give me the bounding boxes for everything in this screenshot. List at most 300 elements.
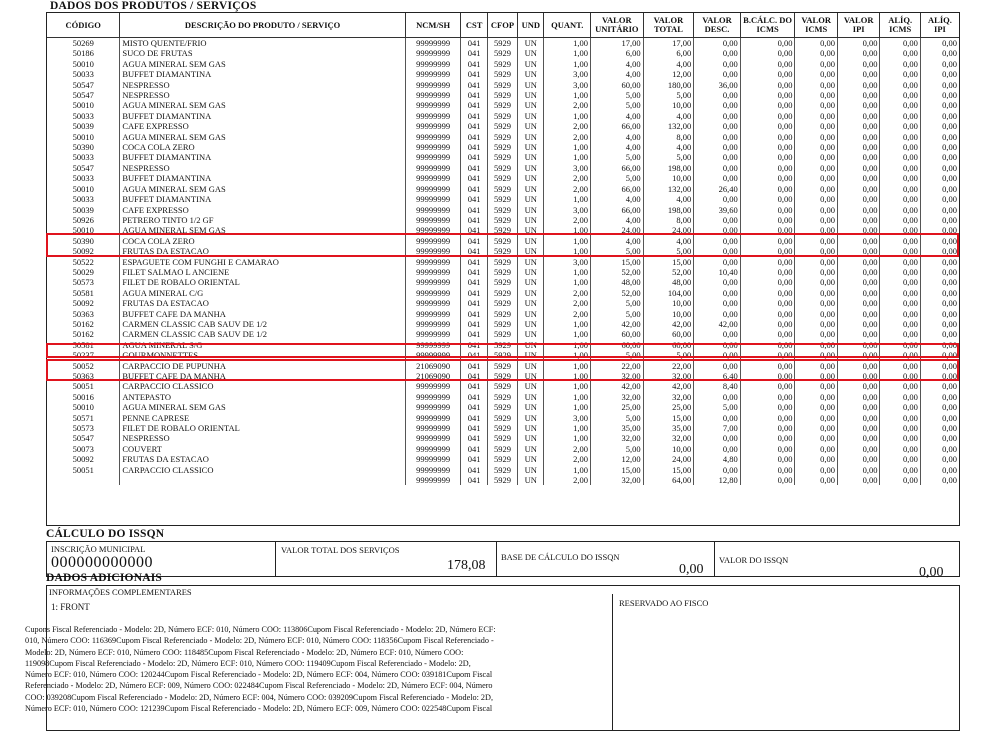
cell-valor-total: 12,00 bbox=[643, 69, 694, 79]
cell-cst: 041 bbox=[461, 152, 487, 162]
cell-quant: 1,00 bbox=[544, 90, 591, 100]
cell-descricao: NESPRESSO bbox=[120, 433, 405, 443]
cell-cst: 041 bbox=[461, 454, 487, 464]
cell-und: UN bbox=[518, 48, 544, 58]
cell-codigo bbox=[47, 475, 120, 485]
cell-valor-desc: 0,00 bbox=[694, 246, 741, 256]
cell-descricao: AGUA MINERAL SEM GAS bbox=[120, 132, 405, 142]
cell-descricao: AGUA MINERAL SEM GAS bbox=[120, 59, 405, 69]
cell-valor-unitario: 32,00 bbox=[591, 433, 644, 443]
cell-bc-icms: 0,00 bbox=[740, 194, 795, 204]
cell-aliq-icms: 0,00 bbox=[880, 225, 920, 235]
cell-aliq-ipi: 0,00 bbox=[920, 38, 959, 49]
cell-cfop: 5929 bbox=[487, 246, 517, 256]
cell-descricao: CAFE EXPRESSO bbox=[120, 121, 405, 131]
cell-descricao: SUCO DE FRUTAS bbox=[120, 48, 405, 58]
cell-cfop: 5929 bbox=[487, 423, 517, 433]
cell-aliq-icms: 0,00 bbox=[880, 90, 920, 100]
cell-valor-ipi: 0,00 bbox=[837, 350, 880, 360]
cell-descricao: FILET SALMAO L ANCIENE bbox=[120, 267, 405, 277]
cell-cfop: 5929 bbox=[487, 433, 517, 443]
cell-aliq-ipi: 0,00 bbox=[920, 215, 959, 225]
cell-quant: 2,00 bbox=[544, 444, 591, 454]
cell-cst: 041 bbox=[461, 413, 487, 423]
cell-valor-total: 198,00 bbox=[643, 163, 694, 173]
cell-valor-total: 32,00 bbox=[643, 392, 694, 402]
cell-cfop: 5929 bbox=[487, 111, 517, 121]
cell-valor-total: 24,00 bbox=[643, 454, 694, 464]
cell-cst: 041 bbox=[461, 184, 487, 194]
cell-valor-icms: 0,00 bbox=[795, 225, 838, 235]
cell-descricao: GOURMONNETTES bbox=[120, 350, 405, 360]
cell-descricao: CARMEN CLASSIC CAB SAUV DE 1/2 bbox=[120, 329, 405, 339]
cell-und: UN bbox=[518, 371, 544, 381]
cell-ncm: 99999999 bbox=[405, 163, 461, 173]
cell-valor-unitario: 22,00 bbox=[591, 361, 644, 371]
cell-bc-icms: 0,00 bbox=[740, 350, 795, 360]
table-row bbox=[47, 319, 959, 329]
cell-quant: 1,00 bbox=[544, 319, 591, 329]
cell-valor-icms: 0,00 bbox=[795, 392, 838, 402]
cell-quant: 2,00 bbox=[544, 215, 591, 225]
cell-aliq-icms: 0,00 bbox=[880, 319, 920, 329]
cell-und: UN bbox=[518, 205, 544, 215]
cell-codigo: 50073 bbox=[72, 443, 94, 454]
cell-cfop: 5929 bbox=[487, 267, 517, 277]
products-table bbox=[47, 13, 959, 485]
cell-valor-desc: 0,00 bbox=[694, 277, 741, 287]
table-row bbox=[47, 236, 959, 246]
cell-valor-ipi: 0,00 bbox=[837, 329, 880, 339]
cell-valor-desc: 10,40 bbox=[694, 267, 741, 277]
cell-valor-icms: 0,00 bbox=[795, 475, 838, 485]
cell-quant: 2,00 bbox=[544, 298, 591, 308]
cell-cfop: 5929 bbox=[487, 205, 517, 215]
adicionais-divider bbox=[612, 594, 613, 730]
info-line: Número ECF: 010, Número COO: 120244Cupom Fiscal Referenciado - Modelo: 2D, Número ECF: 004, Número COO: 039181Cupom Fiscal bbox=[25, 670, 493, 680]
cell-quant: 2,00 bbox=[544, 173, 591, 183]
cell-quant: 1,00 bbox=[544, 381, 591, 391]
cell-descricao: CARPACCIO CLASSICO bbox=[120, 465, 405, 475]
cell-valor-total: 22,00 bbox=[643, 361, 694, 371]
cell-bc-icms: 0,00 bbox=[740, 121, 795, 131]
cell-und: UN bbox=[518, 80, 544, 90]
cell-descricao: FRUTAS DA ESTACAO bbox=[120, 298, 405, 308]
cell-valor-desc: 5,00 bbox=[694, 402, 741, 412]
cell-descricao: COCA COLA ZERO bbox=[120, 236, 405, 246]
table-row bbox=[47, 475, 959, 485]
cell-cfop: 5929 bbox=[487, 444, 517, 454]
cell-valor-ipi: 0,00 bbox=[837, 433, 880, 443]
cell-cfop: 5929 bbox=[487, 329, 517, 339]
cell-valor-icms: 0,00 bbox=[795, 298, 838, 308]
cell-valor-ipi: 0,00 bbox=[837, 100, 880, 110]
cell-valor-ipi: 0,00 bbox=[837, 454, 880, 464]
cell-bc-icms: 0,00 bbox=[740, 215, 795, 225]
cell-valor-icms: 0,00 bbox=[795, 309, 838, 319]
cell-quant: 1,00 bbox=[544, 194, 591, 204]
cell-valor-total: 4,00 bbox=[643, 194, 694, 204]
cell-codigo: 50269 bbox=[72, 38, 94, 48]
col-header-valor-total: VALOR TOTAL bbox=[643, 13, 694, 38]
cell-bc-icms: 0,00 bbox=[740, 225, 795, 235]
cell-aliq-icms: 0,00 bbox=[880, 38, 920, 49]
col-header-und: UND bbox=[518, 13, 544, 38]
cell-valor-desc: 0,00 bbox=[694, 392, 741, 402]
cell-aliq-ipi: 0,00 bbox=[920, 48, 959, 58]
cell-ncm: 99999999 bbox=[405, 413, 461, 423]
cell-ncm: 99999999 bbox=[405, 288, 461, 298]
cell-bc-icms: 0,00 bbox=[740, 381, 795, 391]
cell-descricao: BUFFET DIAMANTINA bbox=[120, 173, 405, 183]
cell-descricao: BUFFET CAFE DA MANHA bbox=[120, 371, 405, 381]
cell-aliq-icms: 0,00 bbox=[880, 329, 920, 339]
cell-valor-desc: 42,00 bbox=[694, 319, 741, 329]
cell-codigo: 50016 bbox=[72, 391, 94, 402]
cell-aliq-icms: 0,00 bbox=[880, 413, 920, 423]
base-calculo-value: 0,00 bbox=[679, 562, 704, 577]
col-header-aliq-icms: ALÍQ. ICMS bbox=[880, 13, 920, 38]
cell-codigo: 50039 bbox=[72, 204, 94, 215]
table-row bbox=[47, 215, 959, 225]
cell-valor-desc: 0,00 bbox=[694, 236, 741, 246]
cell-cfop: 5929 bbox=[487, 350, 517, 360]
cell-valor-total: 4,00 bbox=[643, 142, 694, 152]
cell-bc-icms: 0,00 bbox=[740, 236, 795, 246]
cell-descricao: BUFFET DIAMANTINA bbox=[120, 69, 405, 79]
cell-valor-icms: 0,00 bbox=[795, 329, 838, 339]
table-row bbox=[47, 288, 959, 298]
cell-aliq-ipi: 0,00 bbox=[920, 350, 959, 360]
cell-valor-ipi: 0,00 bbox=[837, 194, 880, 204]
cell-und: UN bbox=[518, 444, 544, 454]
cell-aliq-icms: 0,00 bbox=[880, 111, 920, 121]
cell-und: UN bbox=[518, 288, 544, 298]
cell-valor-unitario: 5,00 bbox=[591, 298, 644, 308]
cell-valor-icms: 0,00 bbox=[795, 121, 838, 131]
cell-quant: 2,00 bbox=[544, 309, 591, 319]
cell-valor-ipi: 0,00 bbox=[837, 121, 880, 131]
cell-valor-ipi: 0,00 bbox=[837, 319, 880, 329]
cell-und: UN bbox=[518, 465, 544, 475]
cell-valor-total: 8,00 bbox=[643, 132, 694, 142]
cell-valor-total: 5,00 bbox=[643, 246, 694, 256]
table-row bbox=[47, 121, 959, 131]
cell-aliq-ipi: 0,00 bbox=[920, 454, 959, 464]
cell-valor-total: 10,00 bbox=[643, 173, 694, 183]
cell-valor-ipi: 0,00 bbox=[837, 184, 880, 194]
cell-codigo: 50237 bbox=[72, 350, 94, 361]
cell-valor-unitario: 32,00 bbox=[591, 371, 644, 381]
cell-aliq-ipi: 0,00 bbox=[920, 402, 959, 412]
cell-descricao: CARMEN CLASSIC CAB SAUV DE 1/2 bbox=[120, 319, 405, 329]
cell-aliq-ipi: 0,00 bbox=[920, 413, 959, 423]
cell-cfop: 5929 bbox=[487, 277, 517, 287]
cell-aliq-icms: 0,00 bbox=[880, 444, 920, 454]
cell-ncm: 99999999 bbox=[405, 277, 461, 287]
cell-bc-icms: 0,00 bbox=[740, 173, 795, 183]
products-table-frame bbox=[46, 12, 960, 526]
info-complementares-label: INFORMAÇÕES COMPLEMENTARES bbox=[49, 587, 192, 597]
cell-valor-total: 8,00 bbox=[643, 215, 694, 225]
cell-cfop: 5929 bbox=[487, 80, 517, 90]
cell-codigo: 50033 bbox=[72, 69, 94, 80]
cell-descricao: NESPRESSO bbox=[120, 163, 405, 173]
cell-valor-unitario: 4,00 bbox=[591, 194, 644, 204]
cell-aliq-icms: 0,00 bbox=[880, 454, 920, 464]
cell-cst: 041 bbox=[461, 444, 487, 454]
cell-valor-ipi: 0,00 bbox=[837, 309, 880, 319]
cell-codigo: 50581 bbox=[72, 287, 94, 298]
cell-bc-icms: 0,00 bbox=[740, 444, 795, 454]
cell-descricao: NESPRESSO bbox=[120, 90, 405, 100]
cell-aliq-ipi: 0,00 bbox=[920, 465, 959, 475]
cell-cfop: 5929 bbox=[487, 152, 517, 162]
cell-valor-total: 17,00 bbox=[643, 38, 694, 49]
cell-descricao: NESPRESSO bbox=[120, 80, 405, 90]
cell-und: UN bbox=[518, 350, 544, 360]
cell-valor-total: 5,00 bbox=[643, 350, 694, 360]
cell-ncm: 99999999 bbox=[405, 152, 461, 162]
cell-bc-icms: 0,00 bbox=[740, 402, 795, 412]
cell-bc-icms: 0,00 bbox=[740, 475, 795, 485]
cell-und: UN bbox=[518, 90, 544, 100]
cell-und: UN bbox=[518, 402, 544, 412]
cell-aliq-icms: 0,00 bbox=[880, 48, 920, 58]
cell-cst: 041 bbox=[461, 69, 487, 79]
cell-ncm: 99999999 bbox=[405, 100, 461, 110]
cell-codigo: 50010 bbox=[72, 100, 94, 111]
products-body bbox=[47, 38, 959, 486]
cell-cst: 041 bbox=[461, 288, 487, 298]
cell-valor-desc: 0,00 bbox=[694, 111, 741, 121]
cell-descricao: PENNE CAPRESE bbox=[120, 413, 405, 423]
cell-valor-unitario: 5,00 bbox=[591, 246, 644, 256]
table-row bbox=[47, 433, 959, 443]
cell-cst: 041 bbox=[461, 142, 487, 152]
cell-aliq-icms: 0,00 bbox=[880, 152, 920, 162]
cell-und: UN bbox=[518, 246, 544, 256]
cell-valor-total: 32,00 bbox=[643, 371, 694, 381]
cell-ncm: 99999999 bbox=[405, 402, 461, 412]
cell-valor-icms: 0,00 bbox=[795, 69, 838, 79]
cell-cfop: 5929 bbox=[487, 381, 517, 391]
cell-descricao: FRUTAS DA ESTACAO bbox=[120, 454, 405, 464]
cell-valor-ipi: 0,00 bbox=[837, 38, 880, 49]
table-row bbox=[47, 152, 959, 162]
inscricao-value: 000000000000 bbox=[51, 554, 153, 571]
cell-ncm: 99999999 bbox=[405, 236, 461, 246]
table-row bbox=[47, 142, 959, 152]
table-row bbox=[47, 173, 959, 183]
cell-aliq-ipi: 0,00 bbox=[920, 329, 959, 339]
cell-cst: 041 bbox=[461, 132, 487, 142]
cell-aliq-ipi: 0,00 bbox=[920, 225, 959, 235]
cell-cfop: 5929 bbox=[487, 309, 517, 319]
cell-valor-ipi: 0,00 bbox=[837, 257, 880, 267]
cell-valor-icms: 0,00 bbox=[795, 142, 838, 152]
cell-valor-total: 104,00 bbox=[643, 288, 694, 298]
cell-valor-ipi: 0,00 bbox=[837, 267, 880, 277]
cell-valor-unitario: 60,00 bbox=[591, 80, 644, 90]
cell-valor-total: 4,00 bbox=[643, 111, 694, 121]
info-line: Cupons Fiscal Referenciado - Modelo: 2D, Número ECF: 010, Número COO: 113806Cupom Fiscal Referenciado - Modelo: 2D, Número ECF: bbox=[25, 625, 496, 634]
cell-bc-icms: 0,00 bbox=[740, 246, 795, 256]
table-row bbox=[47, 90, 959, 100]
cell-valor-total: 10,00 bbox=[643, 444, 694, 454]
cell-cst: 041 bbox=[461, 205, 487, 215]
cell-valor-unitario: 15,00 bbox=[591, 257, 644, 267]
cell-cfop: 5929 bbox=[487, 100, 517, 110]
cell-cfop: 5929 bbox=[487, 402, 517, 412]
cell-aliq-ipi: 0,00 bbox=[920, 277, 959, 287]
col-header-valor-ipi: VALOR IPI bbox=[837, 13, 880, 38]
cell-valor-icms: 0,00 bbox=[795, 111, 838, 121]
cell-und: UN bbox=[518, 132, 544, 142]
cell-valor-total: 6,00 bbox=[643, 48, 694, 58]
cell-cfop: 5929 bbox=[487, 475, 517, 485]
cell-aliq-icms: 0,00 bbox=[880, 205, 920, 215]
cell-cfop: 5929 bbox=[487, 465, 517, 475]
cell-aliq-ipi: 0,00 bbox=[920, 267, 959, 277]
cell-valor-desc: 0,00 bbox=[694, 298, 741, 308]
cell-ncm: 99999999 bbox=[405, 48, 461, 58]
cell-aliq-icms: 0,00 bbox=[880, 142, 920, 152]
cell-codigo: 50547 bbox=[72, 90, 94, 101]
cell-quant: 1,00 bbox=[544, 225, 591, 235]
cell-valor-total: 42,00 bbox=[643, 319, 694, 329]
col-header-cfop: CFOP bbox=[487, 13, 517, 38]
cell-valor-unitario: 66,00 bbox=[591, 121, 644, 131]
cell-ncm: 99999999 bbox=[405, 454, 461, 464]
cell-valor-unitario: 5,00 bbox=[591, 309, 644, 319]
cell-bc-icms: 0,00 bbox=[740, 184, 795, 194]
table-row bbox=[47, 48, 959, 58]
cell-valor-unitario: 4,00 bbox=[591, 69, 644, 79]
cell-und: UN bbox=[518, 59, 544, 69]
cell-ncm: 99999999 bbox=[405, 392, 461, 402]
table-row bbox=[47, 381, 959, 391]
cell-aliq-icms: 0,00 bbox=[880, 215, 920, 225]
cell-und: UN bbox=[518, 413, 544, 423]
table-row bbox=[47, 225, 959, 235]
cell-valor-ipi: 0,00 bbox=[837, 163, 880, 173]
cell-bc-icms: 0,00 bbox=[740, 111, 795, 121]
cell-quant: 1,00 bbox=[544, 361, 591, 371]
cell-cst: 041 bbox=[461, 402, 487, 412]
table-row bbox=[47, 423, 959, 433]
cell-valor-desc: 0,00 bbox=[694, 288, 741, 298]
cell-descricao: BUFFET DIAMANTINA bbox=[120, 111, 405, 121]
cell-und: UN bbox=[518, 163, 544, 173]
cell-ncm: 99999999 bbox=[405, 38, 461, 49]
cell-valor-desc: 0,00 bbox=[694, 225, 741, 235]
cell-aliq-icms: 0,00 bbox=[880, 277, 920, 287]
cell-quant: 3,00 bbox=[544, 413, 591, 423]
cell-codigo: 50033 bbox=[72, 110, 94, 121]
cell-aliq-ipi: 0,00 bbox=[920, 319, 959, 329]
col-header-ncm: NCM/SH bbox=[405, 13, 461, 38]
cell-aliq-ipi: 0,00 bbox=[920, 69, 959, 79]
cell-descricao: MISTO QUENTE/FRIO bbox=[120, 38, 405, 49]
cell-valor-ipi: 0,00 bbox=[837, 59, 880, 69]
cell-aliq-icms: 0,00 bbox=[880, 163, 920, 173]
cell-quant: 2,00 bbox=[544, 100, 591, 110]
cell-valor-total: 15,00 bbox=[643, 465, 694, 475]
cell-codigo: 50363 bbox=[72, 308, 94, 319]
cell-cst: 041 bbox=[461, 215, 487, 225]
cell-aliq-icms: 0,00 bbox=[880, 267, 920, 277]
cell-quant: 3,00 bbox=[544, 257, 591, 267]
cell-cst: 041 bbox=[461, 225, 487, 235]
cell-valor-unitario: 32,00 bbox=[591, 475, 644, 485]
cell-ncm: 99999999 bbox=[405, 433, 461, 443]
cell-bc-icms: 0,00 bbox=[740, 309, 795, 319]
cell-valor-icms: 0,00 bbox=[795, 361, 838, 371]
cell-valor-unitario: 5,00 bbox=[591, 152, 644, 162]
cell-codigo: 50051 bbox=[72, 381, 94, 392]
cell-valor-total: 5,00 bbox=[643, 90, 694, 100]
table-row bbox=[47, 454, 959, 464]
cell-descricao: BUFFET CAFE DA MANHA bbox=[120, 309, 405, 319]
cell-codigo: 50010 bbox=[72, 225, 94, 236]
cell-cfop: 5929 bbox=[487, 236, 517, 246]
cell-quant: 1,00 bbox=[544, 246, 591, 256]
cell-valor-icms: 0,00 bbox=[795, 48, 838, 58]
col-header-cst: CST bbox=[461, 13, 487, 38]
cell-valor-icms: 0,00 bbox=[795, 454, 838, 464]
cell-valor-desc: 0,00 bbox=[694, 152, 741, 162]
cell-cfop: 5929 bbox=[487, 288, 517, 298]
cell-aliq-icms: 0,00 bbox=[880, 246, 920, 256]
cell-ncm: 99999999 bbox=[405, 319, 461, 329]
cell-valor-total: 60,00 bbox=[643, 329, 694, 339]
cell-bc-icms: 0,00 bbox=[740, 59, 795, 69]
cell-aliq-ipi: 0,00 bbox=[920, 80, 959, 90]
cell-bc-icms: 0,00 bbox=[740, 205, 795, 215]
cell-cst: 041 bbox=[461, 298, 487, 308]
cell-valor-icms: 0,00 bbox=[795, 163, 838, 173]
cell-bc-icms: 0,00 bbox=[740, 361, 795, 371]
cell-quant: 3,00 bbox=[544, 163, 591, 173]
cell-valor-desc: 0,00 bbox=[694, 194, 741, 204]
cell-valor-total: 4,00 bbox=[643, 59, 694, 69]
cell-cfop: 5929 bbox=[487, 121, 517, 131]
cell-valor-desc: 26,40 bbox=[694, 184, 741, 194]
cell-quant: 1,00 bbox=[544, 38, 591, 49]
cell-bc-icms: 0,00 bbox=[740, 267, 795, 277]
cell-valor-icms: 0,00 bbox=[795, 236, 838, 246]
cell-cst: 041 bbox=[461, 319, 487, 329]
cell-valor-unitario: 52,00 bbox=[591, 288, 644, 298]
cell-valor-desc: 0,00 bbox=[694, 100, 741, 110]
cell-ncm: 99999999 bbox=[405, 381, 461, 391]
cell-valor-unitario: 4,00 bbox=[591, 111, 644, 121]
cell-valor-total: 198,00 bbox=[643, 205, 694, 215]
cell-und: UN bbox=[518, 361, 544, 371]
cell-und: UN bbox=[518, 38, 544, 49]
cell-aliq-icms: 0,00 bbox=[880, 350, 920, 360]
cell-descricao: ESPAGUETE COM FUNGHI E CAMARAO bbox=[120, 257, 405, 267]
cell-codigo: 50522 bbox=[72, 256, 94, 267]
cell-descricao: CAFE EXPRESSO bbox=[120, 205, 405, 215]
cell-valor-total: 180,00 bbox=[643, 80, 694, 90]
cell-quant: 1,00 bbox=[544, 277, 591, 287]
cell-bc-icms: 0,00 bbox=[740, 298, 795, 308]
table-row bbox=[47, 298, 959, 308]
cell-valor-ipi: 0,00 bbox=[837, 80, 880, 90]
cell-valor-total: 10,00 bbox=[643, 100, 694, 110]
